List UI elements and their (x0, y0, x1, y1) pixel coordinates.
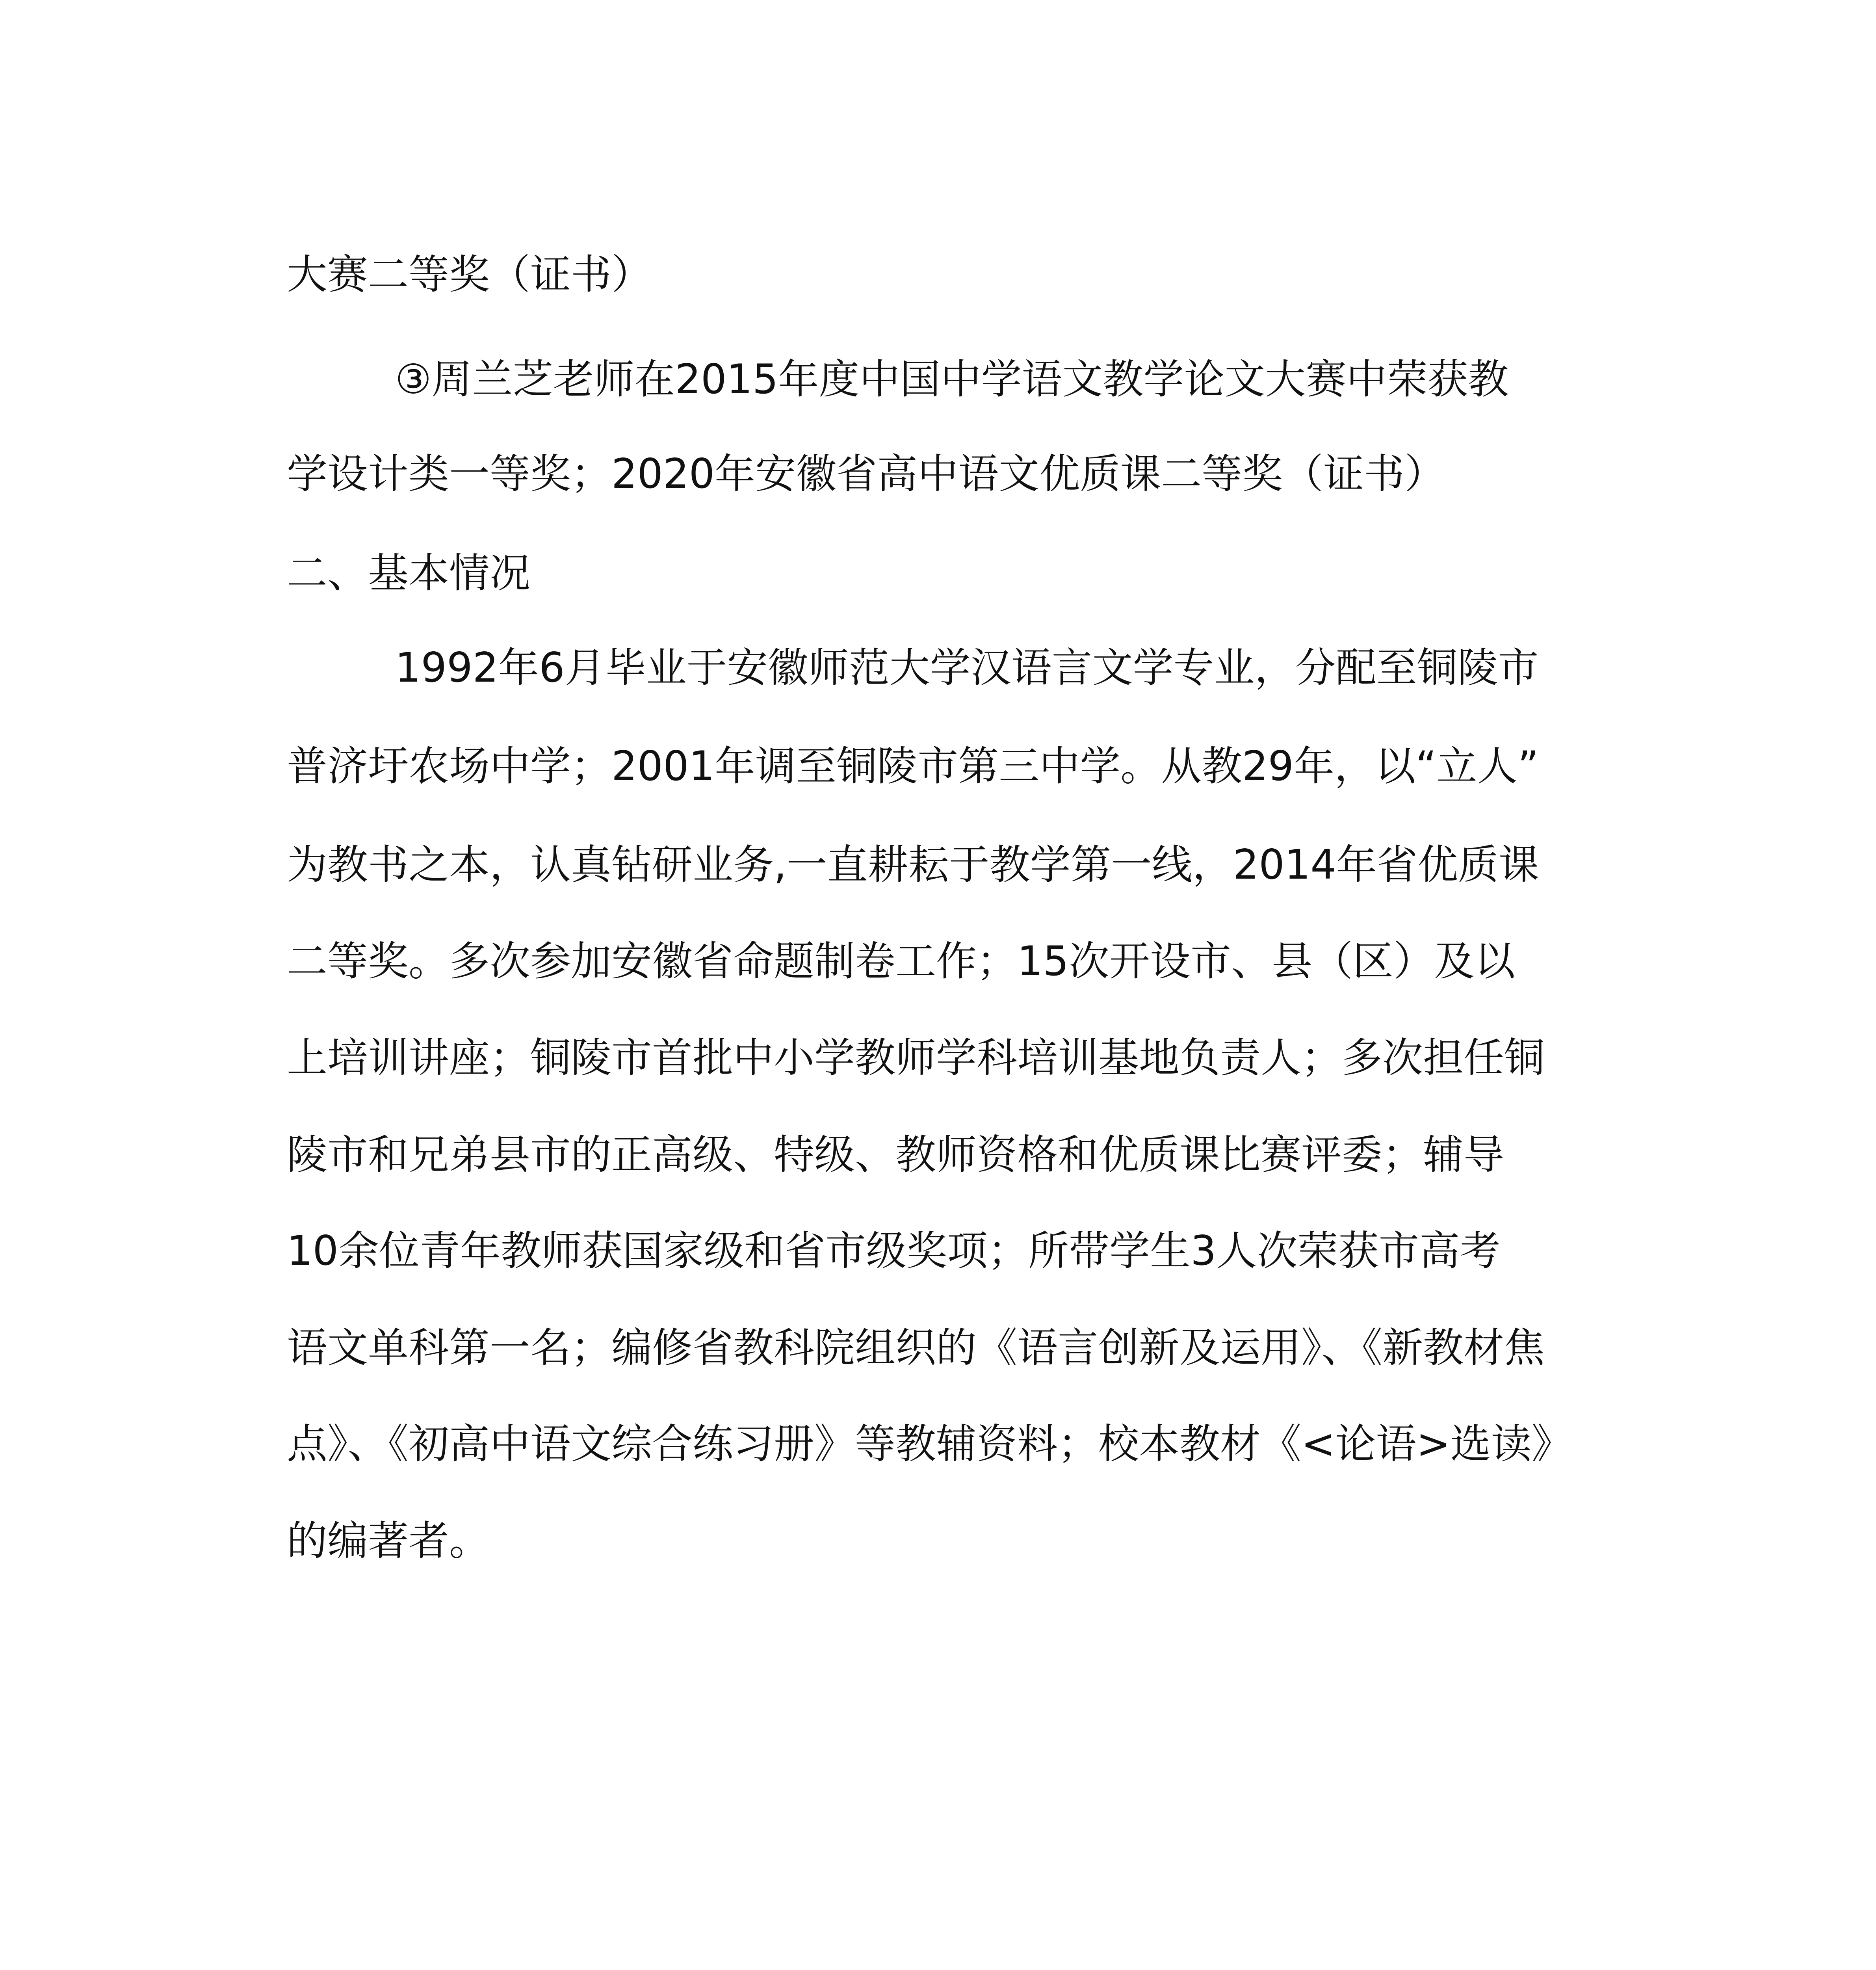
text-line-5: 1992年6月毕业于安徽师范大学汉语言文学专业，分配至铜陵市 (395, 644, 1539, 691)
text-line-12: 语文单科第一名；编修省教科院组织的《语言创新及运用》、《新教材焦 (287, 1324, 1545, 1372)
text-line-3: 学设计类一等奖；2020年安徽省高中语文优质课二等奖（证书） (287, 450, 1445, 498)
text-line-6: 普济圩农场中学；2001年调至铜陵市第三中学。从教29年，以“立人” (287, 743, 1539, 790)
text-line-1: 大赛二等奖（证书） (287, 251, 652, 298)
text-line-11: 10余位青年教师获国家级和省市级奖项；所带学生3人次荣获市高考 (287, 1227, 1501, 1275)
text-line-10: 陵市和兄弟县市的正高级、特级、教师资格和优质课比赛评委；辅导 (287, 1131, 1504, 1178)
section-heading: 二、基本情况 (287, 550, 530, 597)
text-line-7: 为教书之本，认真钻研业务,一直耕耘于教学第一线，2014年省优质课 (287, 841, 1539, 888)
text-line-8: 二等奖。多次参加安徽省命题制卷工作；15次开设市、县（区）及以 (287, 938, 1516, 985)
text-line-14: 的编著者。 (287, 1517, 490, 1565)
text-line-9: 上培训讲座；铜陵市首批中小学教师学科培训基地负责人；多次担任铜 (287, 1034, 1545, 1082)
text-line-2: ③周兰芝老师在2015年度中国中学语文教学论文大赛中荣获教 (395, 356, 1509, 403)
text-line-13: 点》、《初高中语文综合练习册》等教辅资料；校本教材《<论语>选读》 (287, 1420, 1572, 1468)
